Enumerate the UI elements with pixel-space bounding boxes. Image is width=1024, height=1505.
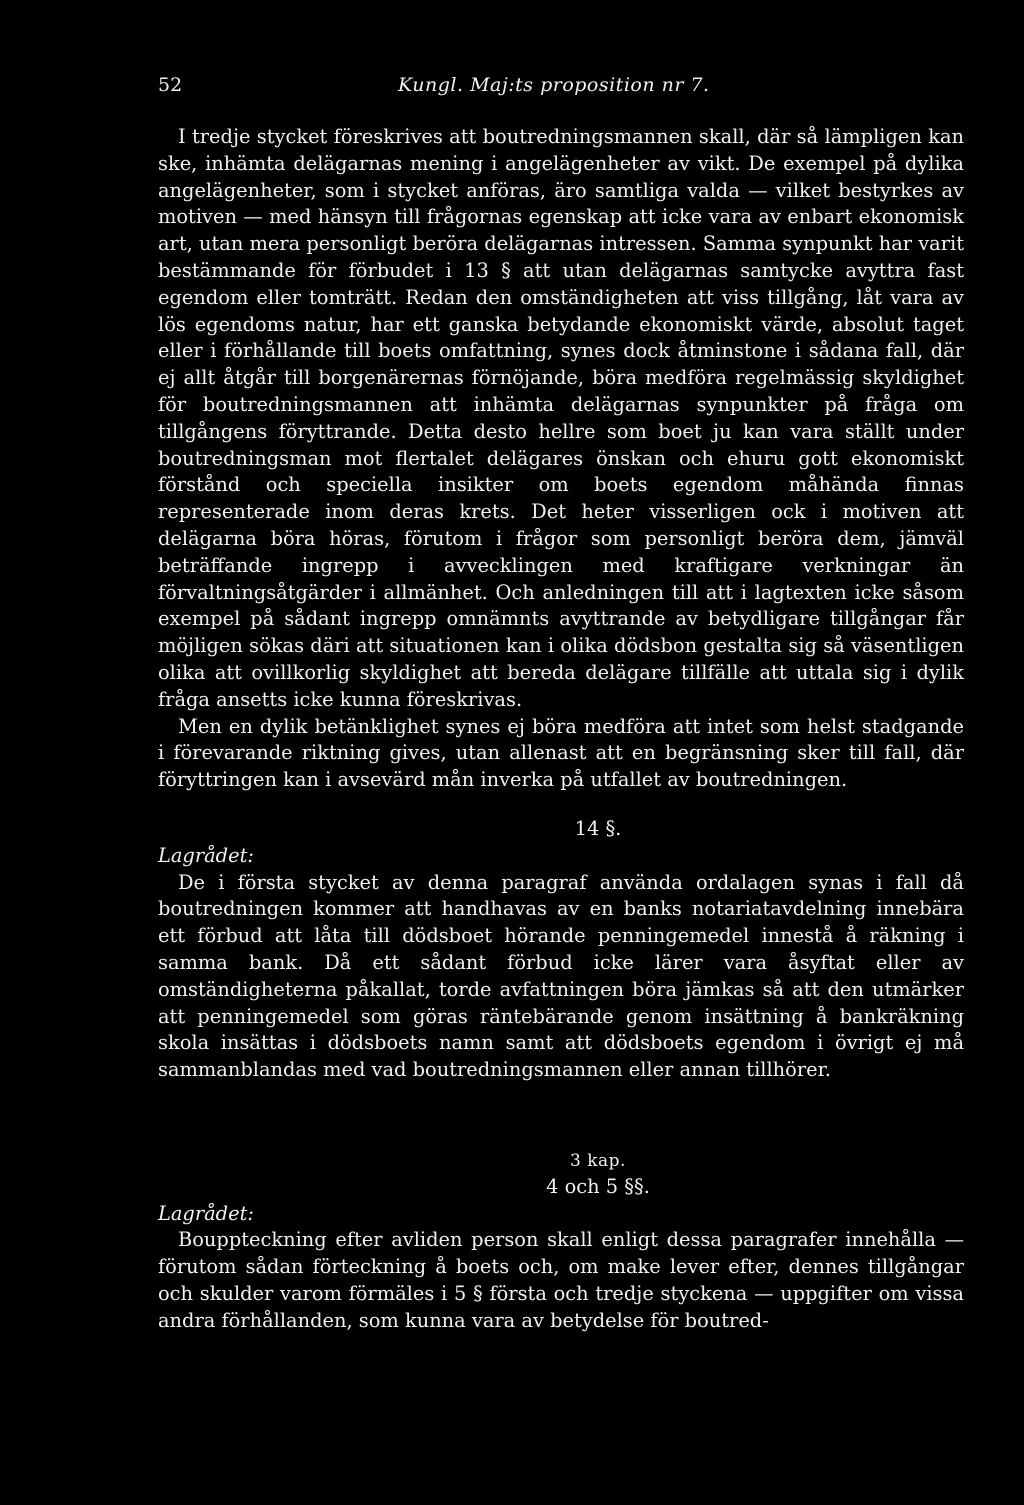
chapter-heading: 3 kap. <box>570 1150 626 1171</box>
page-number: 52 <box>158 74 183 96</box>
section-heading-14: 14 §. <box>574 816 622 840</box>
speaker-label: Lagrådet: <box>158 843 254 867</box>
section-14-text: De i första stycket av denna paragraf använda ordalagen synas i fall då boutredningen kommer att handhavas av en banks notariatavdelning innebära ett förbud att låta till dödsboet hörande penningemedel innestå å räkning i samma bank. Då ett sådant förbud icke lärer vara åsyftat eller av omständigheterna påkallat, torde avfattningen böra jämkas så att den utmärker att penningemedel som göras räntebärande genom insättning å bankräkning skola insättas i dödsboets namn samt att dödsboets egendom i övrigt ej må sammanblandas med vad boutredningsmannen eller annan tillhörer. <box>158 870 964 1082</box>
page-header <box>158 68 964 108</box>
speaker-label: Lagrådet: <box>158 1201 254 1225</box>
document-page <box>158 68 964 1335</box>
running-head: Kungl. Maj:ts proposition nr 7. <box>398 74 710 96</box>
body-paragraph-2: Men en dylik betänklighet synes ej böra medföra att intet som helst stadgande i förevarande riktning gives, utan allenast att en begränsning sker till fall, där föryttringen kan i avsevärd mån inverka på utfallet av boutredningen. <box>158 714 964 792</box>
chapter-3-text: Bouppteckning efter avliden person skall enligt dessa paragrafer innehålla — förutom sådan förteckning å boets och, om make lever efter, dennes tillgångar och skulder varom förmäles i 5 § första och tredje styckena — uppgifter om vissa andra förhållanden, som kunna vara av betydelse för boutred- <box>158 1228 964 1332</box>
body-paragraph-1: I tredje stycket föreskrives att boutredningsmannen skall, där så lämpligen kan ske, inhämta delägarnas mening i angelägenheter av vikt. De exempel på dylika angelägenheter, som i stycket anföras, äro samtliga valda — vilket bestyrkes av motiven — med hänsyn till frågornas egenskap att icke vara av enbart ekonomisk art, utan mera personligt beröra delägarnas intressen. Samma synpunkt har varit bestämmande för förbudet i 13 § att utan delägarnas samtycke avyttra fast egendom eller tomträtt. Redan den omständigheten att viss tillgång, låt vara av lös egendoms natur, har ett ganska betydande ekonomiskt värde, absolut taget eller i förhållande till boets omfattning, synes dock åtminstone i sådana fall, där ej allt åtgår till borgenärernas förnöjande, böra medföra regelmässig skyldighet för boutredningsmannen att inhämta delägarnas synpunkter på fråga om tillgångens föryttrande. Detta desto hellre som boet ju kan vara ställt under boutredningsman mot flertalet delägares önskan och ehuru gott ekonomiskt förstånd och speciella insikter om boets egendom måhända finnas representerade inom deras krets. Det heter visserligen ock i motiven att delägarna böra höras, förutom i frågor som personligt beröra dem, jämväl beträffande ingrepp i avvecklingen med kraftigare verkningar än förvaltningsåtgärder i allmänhet. Och anledningen till att i lagtexten icke såsom exempel på sådant ingrepp omnämnts avyttrande av betydligare tillgångar får möjligen sökas däri att situationen kan i olika dödsbon gestalta sig så väsentligen olika att ovillkorlig skyldighet att bereda delägare tillfälle att uttala sig i dylik fråga ansetts icke kunna föreskrivas. <box>158 125 964 711</box>
section-heading-4-5: 4 och 5 §§. <box>546 1174 650 1198</box>
